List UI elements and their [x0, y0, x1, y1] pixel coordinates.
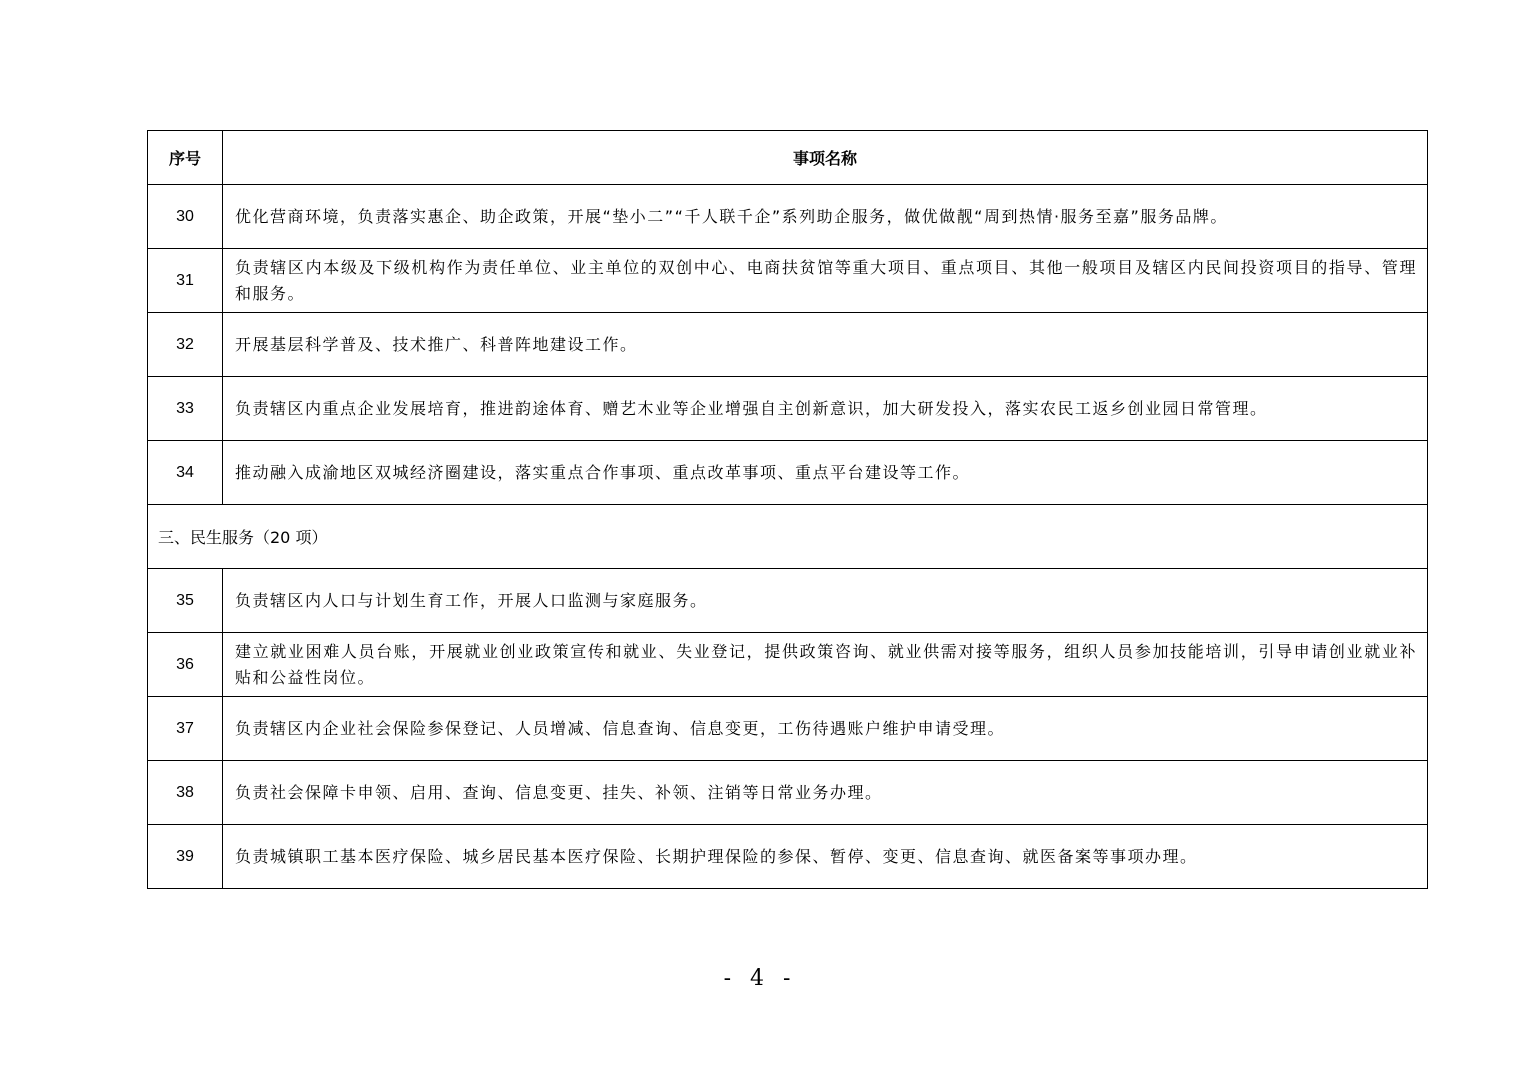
row-number: 36	[148, 633, 223, 697]
row-number: 30	[148, 185, 223, 249]
table-row	[148, 313, 1428, 377]
row-number: 33	[148, 377, 223, 441]
row-number: 32	[148, 313, 223, 377]
items-table	[147, 130, 1428, 889]
table-row	[148, 633, 1428, 697]
table-row	[148, 377, 1428, 441]
section-heading: 三、民生服务（20 项）	[148, 505, 1428, 569]
header-name: 事项名称	[223, 131, 1428, 185]
row-text: 负责辖区内本级及下级机构作为责任单位、业主单位的双创中心、电商扶贫馆等重大项目、重点项目、其他一般项目及辖区内民间投资项目的指导、管理和服务。	[223, 249, 1428, 313]
row-number: 35	[148, 569, 223, 633]
row-number: 38	[148, 761, 223, 825]
row-text: 建立就业困难人员台账，开展就业创业政策宣传和就业、失业登记，提供政策咨询、就业供需对接等服务，组织人员参加技能培训，引导申请创业就业补贴和公益性岗位。	[223, 633, 1428, 697]
table-row	[148, 441, 1428, 505]
header-number: 序号	[148, 131, 223, 185]
row-number: 31	[148, 249, 223, 313]
table-row	[148, 249, 1428, 313]
row-text: 负责辖区内人口与计划生育工作，开展人口监测与家庭服务。	[223, 569, 1428, 633]
table-row	[148, 569, 1428, 633]
row-text: 推动融入成渝地区双城经济圈建设，落实重点合作事项、重点改革事项、重点平台建设等工作。	[223, 441, 1428, 505]
row-number: 39	[148, 825, 223, 889]
table-row	[148, 825, 1428, 889]
row-text: 负责社会保障卡申领、启用、查询、信息变更、挂失、补领、注销等日常业务办理。	[223, 761, 1428, 825]
row-number: 37	[148, 697, 223, 761]
table-row	[148, 697, 1428, 761]
table-header-row	[148, 131, 1428, 185]
table-row	[148, 185, 1428, 249]
row-text: 负责城镇职工基本医疗保险、城乡居民基本医疗保险、长期护理保险的参保、暂停、变更、信息查询、就医备案等事项办理。	[223, 825, 1428, 889]
row-text: 优化营商环境，负责落实惠企、助企政策，开展“垫小二”“千人联千企”系列助企服务，做优做靓“周到热情·服务至嘉”服务品牌。	[223, 185, 1428, 249]
row-text: 开展基层科学普及、技术推广、科普阵地建设工作。	[223, 313, 1428, 377]
row-text: 负责辖区内重点企业发展培育，推进韵途体育、赠艺木业等企业增强自主创新意识，加大研发投入，落实农民工返乡创业园日常管理。	[223, 377, 1428, 441]
page-number: - 4 -	[723, 966, 797, 991]
section-row	[148, 505, 1428, 569]
row-text: 负责辖区内企业社会保险参保登记、人员增减、信息查询、信息变更，工伤待遇账户维护申请受理。	[223, 697, 1428, 761]
table-row	[148, 761, 1428, 825]
row-number: 34	[148, 441, 223, 505]
